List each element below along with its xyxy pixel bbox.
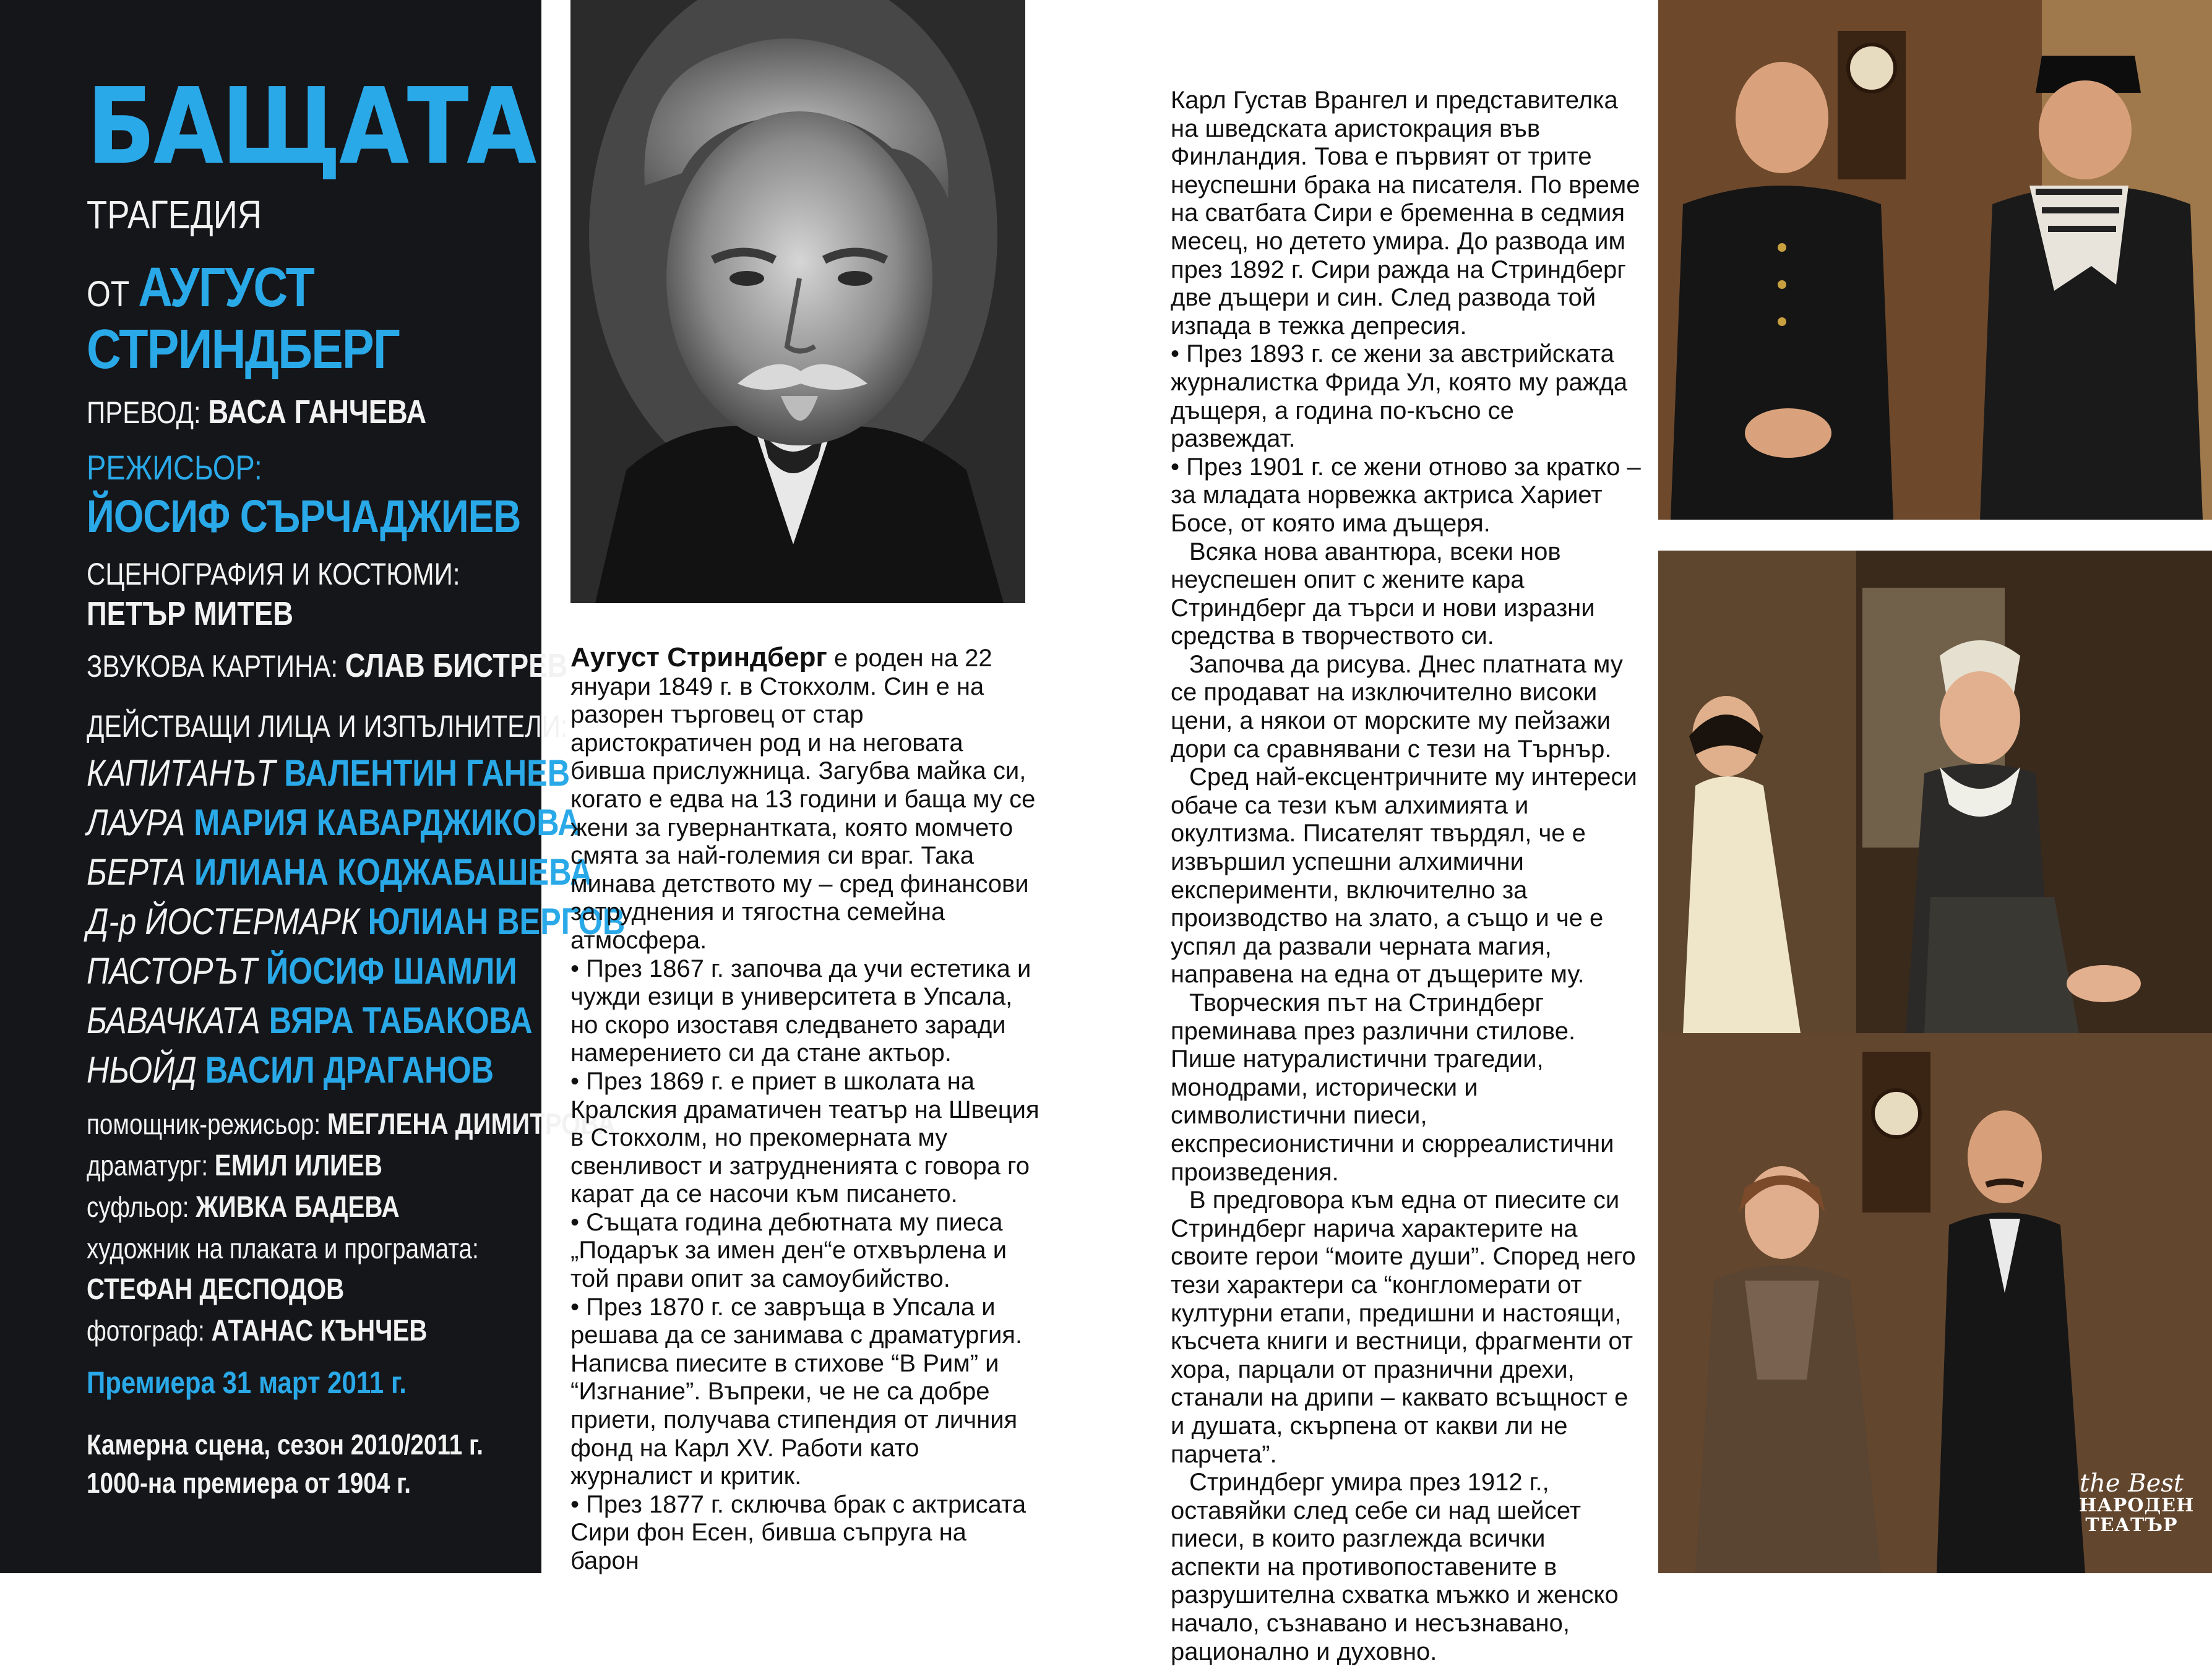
poster-name: СТЕФАН ДЕСПОДОВ: [87, 1273, 345, 1306]
bio-paragraph: Сред най-ексцентричните му интереси обаче са тези към алхимията и окултизма. Писателят твърдял, че е извършил успешни алхимични експерименти, включително за производство на злато, а също и че е успял да развали черната магия, направена на една от дъщерите му.: [1171, 763, 1637, 989]
stage-photo-2-illustration: [1658, 551, 2212, 1033]
cast-actor: ЙОСИФ ШАМЛИ: [265, 950, 517, 992]
cast-role: БЕРТА: [87, 851, 186, 893]
author-last-name: СТРИНДБЕРГ: [87, 319, 400, 380]
director-name: ЙОСИФ СЪРЧАДЖИЕВ: [87, 491, 521, 542]
stage-photo-1: [1658, 0, 2212, 520]
bio-paragraph: • Същата година дебютната му пиеса „Подарък за имен ден“е отхвърлена и той прави опит за самоубийство.: [570, 1208, 1007, 1293]
author-portrait: [570, 0, 1025, 603]
credits-panel: [0, 0, 626, 1573]
photographer-credit: [87, 1313, 468, 1349]
staff-name: ЖИВКА БАДЕВА: [196, 1191, 400, 1224]
biography-column-2: [1171, 87, 1641, 1666]
season-info: [87, 1425, 483, 1502]
bio-paragraph: Започва да рисува. Днес платната му се продават на изключително високи цени, а някои от морските му пейзажи дори са сравнявани с тези на Търнър.: [1171, 650, 1623, 763]
bio-paragraph: Стриндберг умира през 1912 г., оставяйки след себе си над шейсет пиеси, в които разглежда всички аспекти на противопоставените в разрушителна схватка мъжко и женско начало, съзнавано и несъзнавано, рационално и духовно.: [1171, 1469, 1619, 1665]
poster-credit: [87, 1272, 468, 1307]
staff-label: помощник-режисьор:: [87, 1108, 321, 1140]
biography-column-1: [570, 643, 1041, 1576]
stage-photo-2: [1658, 551, 2212, 1033]
theatre-logo: [2079, 1469, 2195, 1545]
staff-label: суфльор:: [87, 1191, 189, 1223]
anniversary-line: 1000-на премиера от 1904 г.: [87, 1467, 411, 1499]
bio-paragraph: • През 1893 г. се жени за австрийската журналистка Фрида Ул, която му ражда дъщеря, а година по-късно се развеждат.: [1171, 340, 1628, 453]
translation-name: ВАСА ГАНЧЕВА: [208, 393, 427, 431]
cast-role: БАВАЧКАТА: [87, 1000, 260, 1041]
bio-paragraph: В предговора към една от пиесите си Стриндберг нарича характерите на своите герои “моите души”. Според него тези характери са “конгломерати от културни етапи, предишни и настоящи, късчета книги и вестници, фрагменти от хора, парцали от празнични дрехи, станали на дрипи – каквато всъщност е и душата, скърпена от какви ли не парчета”.: [1171, 1187, 1636, 1468]
author-first-name: АУГУСТ: [138, 257, 314, 319]
play-title: БАЩАТА: [87, 66, 535, 188]
staff-name: МЕГЛЕНА ДИМИТРОВА: [327, 1108, 616, 1141]
director-label: РЕЖИСЬОР:: [87, 448, 262, 487]
cast-role: КАПИТАНЪТ: [87, 752, 276, 794]
translation-credit: [87, 393, 468, 431]
staff-name: ЕМИЛ ИЛИЕВ: [214, 1149, 383, 1182]
author-line: [87, 256, 478, 320]
cast-actor: ВАЛЕНТИН ГАНЕВ: [284, 752, 570, 794]
bio-paragraph: • През 1877 г. сключва брак с актрисата Сири фон Есен, бивша съпруга на барон: [570, 1490, 1026, 1574]
scenography-credit: [87, 595, 468, 633]
scenography-name: ПЕТЪР МИТЕВ: [87, 595, 293, 632]
cast-title: ДЕЙСТВАЩИ ЛИЦА И ИЗПЪЛНИТЕЛИ:: [87, 709, 568, 744]
staff-list: [87, 1107, 616, 1349]
cast-actor: МАРИЯ КАВАРДЖИКОВА: [194, 802, 580, 843]
author-prefix: ОТ: [87, 274, 130, 314]
cast-row: [87, 1000, 533, 1041]
cast-list: [87, 752, 626, 1091]
stage-photo-1-illustration: [1658, 0, 2212, 520]
staff-row: [87, 1148, 468, 1183]
staff-label: драматург:: [87, 1149, 209, 1182]
staff-row: [87, 1190, 468, 1225]
cast-actor: ВЯРА ТАБАКОВА: [269, 1000, 533, 1041]
photographer-label: фотограф:: [87, 1315, 205, 1347]
bio-paragraph: Всяка нова авантюра, всеки нов неуспешен опит с жените кара Стриндберг да търси и нови изразни средства в творчеството си.: [1171, 538, 1595, 650]
logo-script: the Best: [2080, 1469, 2184, 1498]
bio-paragraph: Творческия път на Стриндберг преминава през различни стилове. Пише натуралистични трагедии, монодрами, исторически и символистични пиеси, експресионистични и сюрреалистични произведения.: [1171, 989, 1614, 1186]
premiere-date: Премиера 31 март 2011 г.: [87, 1365, 407, 1400]
season-line: Камерна сцена, сезон 2010/2011 г.: [87, 1428, 483, 1461]
cast-role: ЛАУРА: [87, 802, 186, 843]
cast-row: [87, 901, 626, 942]
bio-paragraph: • През 1870 г. се завръща в Упсала и решава да се занимава с драматургия. Написва пиесите в стихове “В Рим” и “Изгнание”. Въпреки, че не са добре приети, получава стипендия от личния фонд на Карл XV. Работи като журналист и критик.: [570, 1293, 1023, 1490]
cast-role: ПАСТОРЪТ: [87, 950, 257, 992]
sound-label: ЗВУКОВА КАРТИНА:: [87, 649, 338, 684]
cast-actor: ВАСИЛ ДРАГАНОВ: [205, 1049, 494, 1091]
logo-line-2: ТЕАТЪР: [2085, 1514, 2178, 1536]
logo-line-1: НАРОДЕН: [2079, 1495, 2195, 1516]
translation-label: ПРЕВОД:: [87, 395, 201, 430]
cast-actor: ИЛИАНА КОДЖАБАШЕВА: [194, 851, 593, 893]
bio-paragraph: Карл Густав Врангел и представителка на шведската аристокрация във Финландия. Това е първият от трите неуспешни брака на писателя. По време на сватбата Сири е бременна в седмия месец, но детето умира. До развода им през 1892 г. Сири ражда на Стриндберг две дъщери и син. След развода той изпада в тежка депресия.: [1171, 87, 1640, 340]
poster-label: художник на плаката и програмата:: [87, 1232, 479, 1265]
cast-actor: ЮЛИАН ВЕРГОВ: [368, 901, 626, 942]
photographer-name: АТАНАС КЪНЧЕВ: [211, 1315, 428, 1347]
cast-row: [87, 802, 580, 843]
sound-credit: [87, 646, 568, 685]
scenography-label: СЦЕНОГРАФИЯ И КОСТЮМИ:: [87, 557, 460, 591]
bio-paragraph: • През 1869 г. е приет в школата на Кралския драматичен театър на Швеция в Стокхолм, но прекомерната му свенливост и затрудненията с говора го карат да се насочи към писането.: [570, 1067, 1039, 1208]
cast-row: [87, 950, 517, 992]
bio-intro: [570, 643, 1041, 955]
cast-role: Д-р ЙОСТЕРМАРК: [87, 901, 359, 942]
cast-row: [87, 851, 593, 893]
genre: ТРАГЕДИЯ: [87, 192, 262, 237]
cast-row: [87, 1049, 494, 1091]
bio-author-name: Аугуст Стриндберг: [570, 642, 827, 672]
staff-row: [87, 1107, 616, 1142]
bio-paragraph: • През 1867 г. започва да учи естетика и чужди езици в университета в Упсала, но скоро изоставя следването заради намерението си да стане актьор.: [570, 955, 1031, 1067]
sound-name: СЛАВ БИСТРЕВ: [345, 647, 568, 684]
bio-intro-text: е роден на 22 януари 1849 г. в Стокхолм. Син е на разорен търговец от стар аристократичен род и на неговата бивша прислужница. Загубва майка си, когато е едва на 13 години и баща му се жени за гувернантката, която момчето смята за най-големия си враг. Така минава детството му – сред финансови затруднения и тягостна семейна атмосфера.: [570, 645, 1036, 954]
cast-row: [87, 752, 570, 794]
portrait-illustration: [570, 0, 1025, 603]
bio-paragraph: • През 1901 г. се жени отново за кратко – за младата норвежка актриса Хариет Босе, от която има дъщеря.: [1171, 453, 1641, 537]
cast-role: НЬОЙД: [87, 1049, 197, 1091]
